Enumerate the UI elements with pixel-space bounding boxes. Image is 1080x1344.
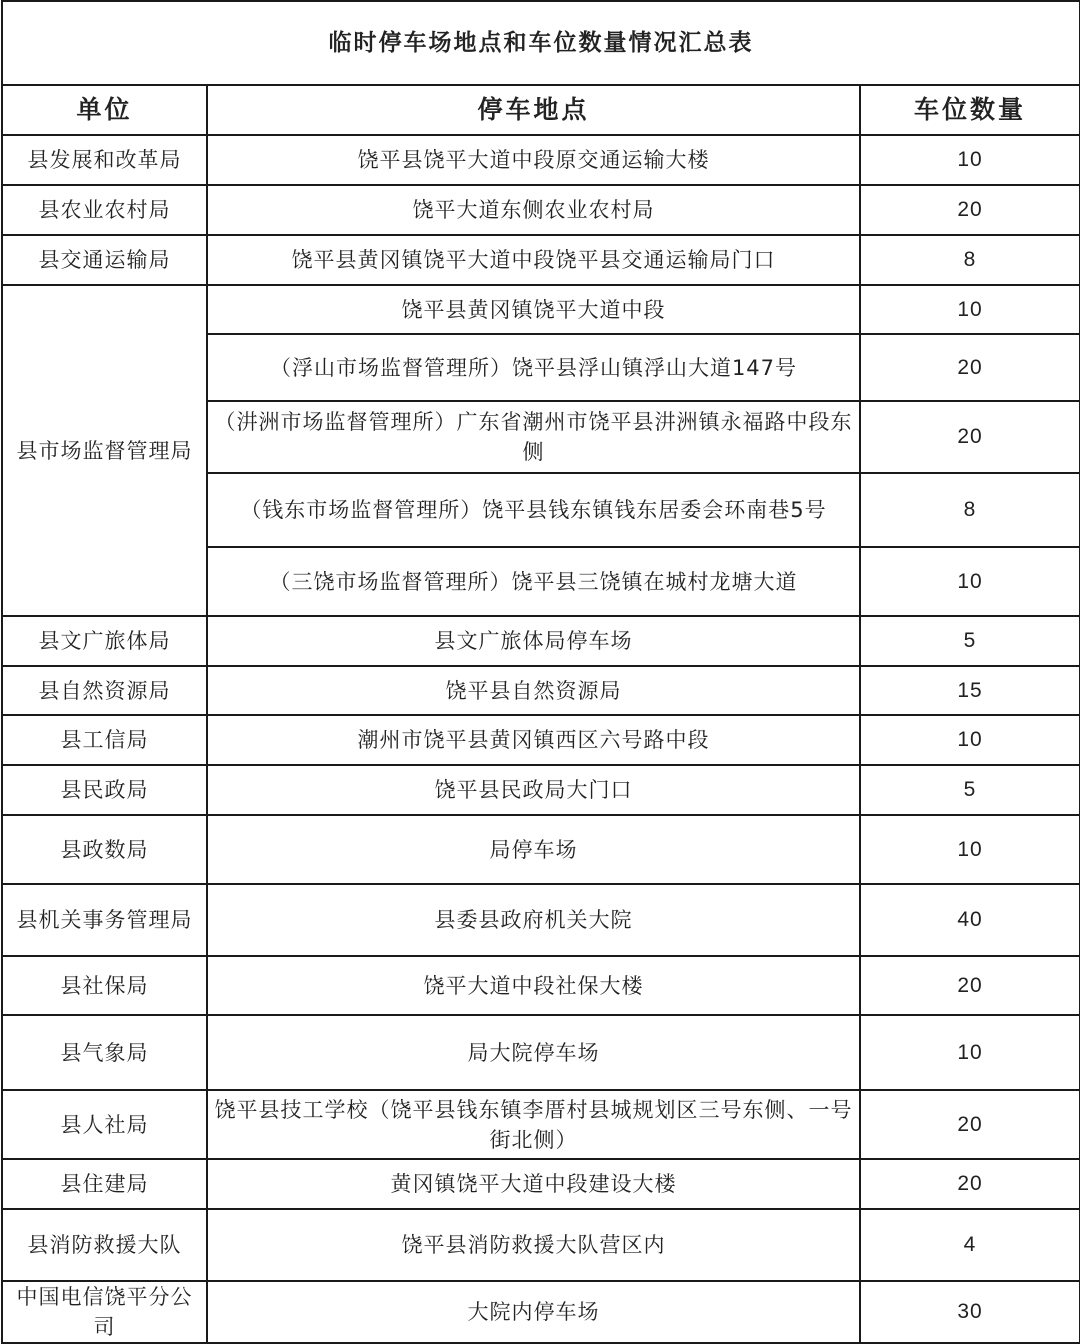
unit-cell: 县社保局 [2,956,207,1015]
table-row [2,285,1080,334]
table-row [2,616,1080,666]
unit-cell: 县文广旅体局 [2,616,207,666]
table-row [2,884,1080,956]
count-cell: 20 [860,1090,1080,1159]
header-row [2,85,1080,135]
count-cell: 4 [860,1209,1080,1281]
unit-cell: 县消防救援大队 [2,1209,207,1281]
location-cell: 局停车场 [207,815,860,884]
table-row [2,135,1080,185]
unit-cell: 县人社局 [2,1090,207,1159]
location-cell: 饶平县黄冈镇饶平大道中段饶平县交通运输局门口 [207,235,860,285]
count-cell: 10 [860,285,1080,334]
table-row [2,1159,1080,1209]
table-row [2,185,1080,235]
column-header-location: 停车地点 [207,85,860,135]
location-cell: 饶平县技工学校（饶平县钱东镇李厝村县城规划区三号东侧、一号街北侧） [207,1090,860,1159]
location-cell: （三饶市场监督管理所）饶平县三饶镇在城村龙塘大道 [207,547,860,616]
location-cell: 饶平大道中段社保大楼 [207,956,860,1015]
unit-cell: 县气象局 [2,1015,207,1090]
count-cell: 20 [860,334,1080,401]
location-cell: 饶平县自然资源局 [207,666,860,715]
location-cell: （钱东市场监督管理所）饶平县钱东镇钱东居委会环南巷5号 [207,473,860,547]
count-cell: 10 [860,815,1080,884]
location-cell: 饶平大道东侧农业农村局 [207,185,860,235]
count-cell: 10 [860,547,1080,616]
location-cell: 局大院停车场 [207,1015,860,1090]
count-cell: 20 [860,1159,1080,1209]
table-row [2,956,1080,1015]
count-cell: 20 [860,185,1080,235]
location-cell: （汫洲市场监督管理所）广东省潮州市饶平县汫洲镇永福路中段东侧 [207,401,860,473]
count-cell: 8 [860,473,1080,547]
location-cell: 饶平县民政局大门口 [207,765,860,815]
count-cell: 40 [860,884,1080,956]
count-cell: 5 [860,616,1080,666]
table-row [2,666,1080,715]
count-cell: 10 [860,135,1080,185]
title-row [2,1,1080,85]
location-cell: 县委县政府机关大院 [207,884,860,956]
location-cell: 饶平县消防救援大队营区内 [207,1209,860,1281]
location-cell: 潮州市饶平县黄冈镇西区六号路中段 [207,715,860,765]
unit-cell: 县机关事务管理局 [2,884,207,956]
unit-cell: 县自然资源局 [2,666,207,715]
unit-cell: 县政数局 [2,815,207,884]
count-cell: 5 [860,765,1080,815]
table-title: 临时停车场地点和车位数量情况汇总表 [2,1,1080,85]
location-cell: 饶平县黄冈镇饶平大道中段 [207,285,860,334]
unit-cell: 县市场监督管理局 [2,285,207,616]
count-cell: 20 [860,401,1080,473]
table-row [2,1015,1080,1090]
count-cell: 8 [860,235,1080,285]
unit-cell: 中国电信饶平分公司 [2,1281,207,1343]
table-row [2,1209,1080,1281]
count-cell: 15 [860,666,1080,715]
count-cell: 10 [860,715,1080,765]
parking-summary-table [1,0,1080,1344]
location-cell: 大院内停车场 [207,1281,860,1343]
location-cell: 黄冈镇饶平大道中段建设大楼 [207,1159,860,1209]
location-cell: 县文广旅体局停车场 [207,616,860,666]
table-row [2,815,1080,884]
column-header-count: 车位数量 [860,85,1080,135]
count-cell: 20 [860,956,1080,1015]
table-row [2,765,1080,815]
column-header-unit: 单位 [2,85,207,135]
table-row [2,1090,1080,1159]
table-row [2,715,1080,765]
location-cell: （浮山市场监督管理所）饶平县浮山镇浮山大道147号 [207,334,860,401]
table-row [2,1281,1080,1343]
unit-cell: 县工信局 [2,715,207,765]
table-row [2,235,1080,285]
unit-cell: 县住建局 [2,1159,207,1209]
unit-cell: 县民政局 [2,765,207,815]
count-cell: 30 [860,1281,1080,1343]
count-cell: 10 [860,1015,1080,1090]
unit-cell: 县发展和改革局 [2,135,207,185]
unit-cell: 县交通运输局 [2,235,207,285]
unit-cell: 县农业农村局 [2,185,207,235]
location-cell: 饶平县饶平大道中段原交通运输大楼 [207,135,860,185]
